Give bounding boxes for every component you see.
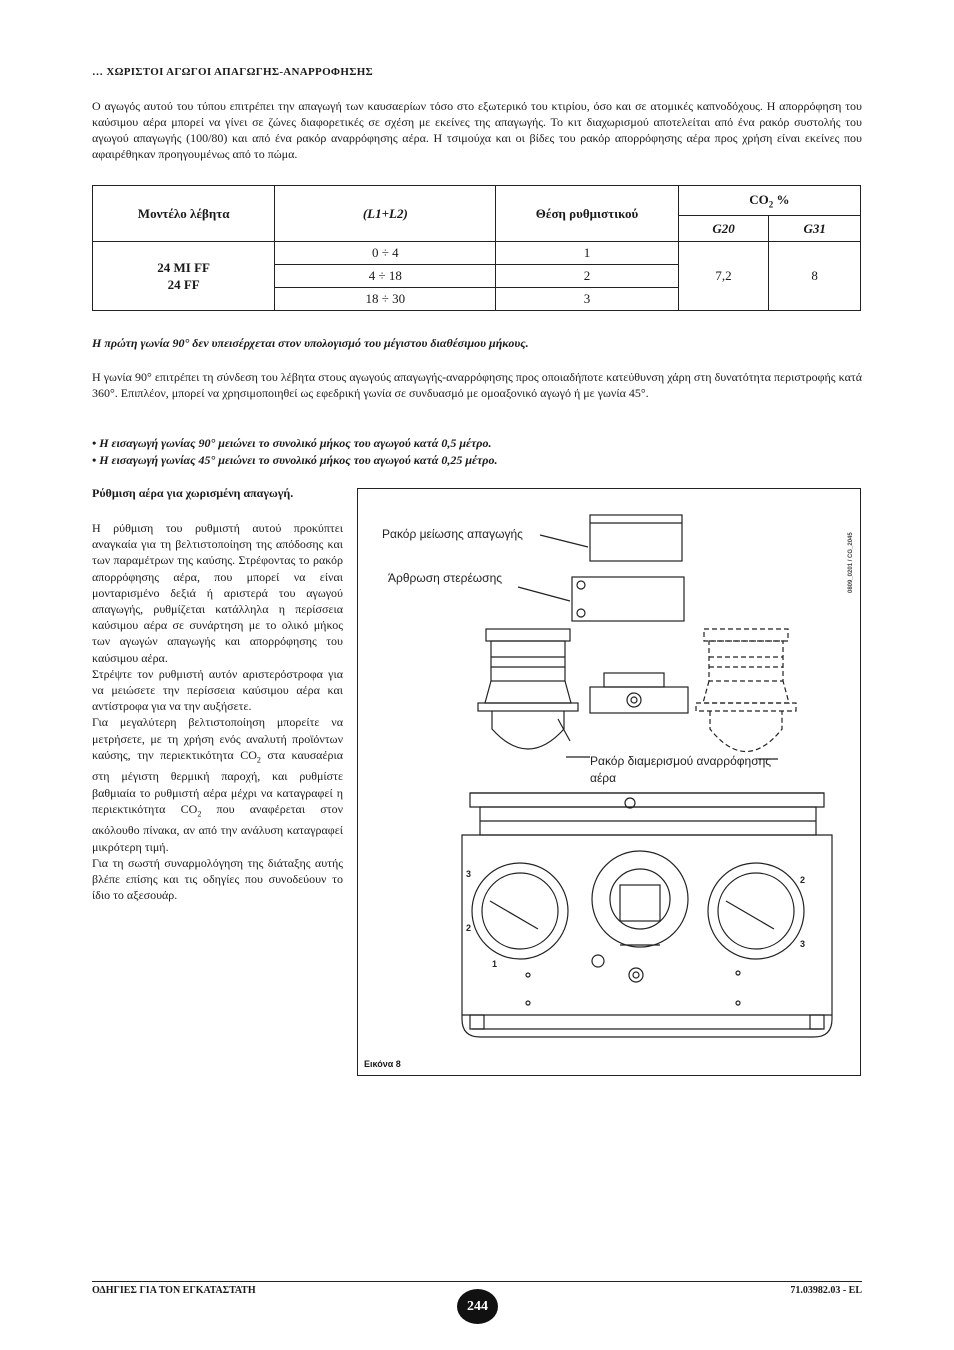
adjustment-text [92, 520, 343, 903]
page-number: 244 [457, 1289, 498, 1324]
p3-part-c: που αναφέρεται στον ακόλουθο πίνακα, αν από την ανάλυση καταγραφεί μικρότερη τιμή. [92, 801, 343, 854]
left-air-splitter [478, 629, 578, 749]
length-cell: 0 ÷ 4 [275, 242, 496, 265]
adjustment-paragraph-2: Στρέψτε τον ρυθμιστή αυτόν αριστερόστροφα για να μειώσετε την περίσσεια καύσιμου αέρα και αντίστροφα για να την αυξήσετε. [92, 666, 343, 714]
label-exhaust-reducer: Ρακόρ μείωσης απαγωγής [382, 527, 523, 541]
g20-value: 7,2 [678, 242, 769, 311]
length-cell: 4 ÷ 18 [275, 265, 496, 288]
air-adjustment-title: Ρύθμιση αέρα για χωρισμένη απαγωγή. [92, 486, 294, 500]
position-mark-2: 2 [466, 923, 472, 933]
position-cell: 3 [496, 288, 678, 311]
co2-label: CO [749, 191, 769, 207]
model-line-2: 24 FF [167, 277, 200, 292]
header-g20: G20 [678, 216, 769, 242]
exhaust-reducer-part [590, 515, 682, 561]
header-model: Μοντέλο λέβητα [93, 186, 275, 242]
position-mark-2: 2 [800, 875, 806, 885]
header-g31: G31 [769, 216, 861, 242]
label-air-splitter-line-2: αέρα [590, 771, 617, 785]
header-co2 [678, 186, 860, 216]
co2-subscript: 2 [256, 755, 261, 765]
model-cell [93, 242, 275, 311]
co2-settings-table [92, 185, 861, 311]
drawing-code: 0809_0201 / CG_2045 [848, 532, 854, 593]
model-line-1: 24 MI FF [157, 260, 210, 275]
right-air-splitter [696, 629, 796, 752]
label-air-splitter [590, 753, 771, 787]
label-fixing-joint: Άρθρωση στερέωσης [388, 571, 503, 585]
position-cell: 2 [496, 265, 678, 288]
position-mark-3: 3 [466, 869, 472, 879]
footer-manual-title: ΟΔΗΓΙΕΣ ΓΙΑ ΤΟΝ ΕΓΚΑΤΑΣΤΑΤΗ [92, 1285, 256, 1296]
first-bend-note: Η πρώτη γωνία 90° δεν υπεισέρχεται στον υπολογισμό του μέγιστου διαθέσιμου μήκους. [92, 336, 529, 350]
center-flange [590, 673, 688, 713]
position-mark-1: 1 [492, 959, 498, 969]
position-cell: 1 [496, 242, 678, 265]
figure-8 [357, 488, 861, 1076]
bullet-90-bend: • Η εισαγωγή γωνίας 90° μειώνει το συνολικό μήκος του αγωγού κατά 0,5 μέτρο. [92, 436, 492, 450]
label-air-splitter-line-1: Ρακόρ διαμερισμού αναρρόφησης [590, 754, 772, 768]
header-position: Θέση ρυθμιστικού [496, 186, 678, 242]
co2-subscript: 2 [197, 809, 202, 819]
length-cell: 18 ÷ 30 [275, 288, 496, 311]
p3-part-a: Για μεγαλύτερη βελτιστοποίηση μπορείτε να μετρήσετε, με τη χρήση ενός αναλυτή προϊόντων καύσης, την περιεκτικότητα CO [92, 715, 343, 762]
fixing-joint-part [572, 577, 684, 621]
intro-paragraph: Ο αγωγός αυτού του τύπου επιτρέπει την απαγωγή των καυσαερίων τόσο στο εξωτερικό του κτιρίου, όσο και σε ατομικές καπνοδόχους. Η απορρόφηση του καύσιμου αέρα μπορεί να γίνει σε ζώνες διαφορετικές σε σχέση με εκείνες της απαγωγής. Το κιτ διαχωρισμού αποτελείται από ένα ρακόρ συστολής του αγωγού απαγωγής (100/80) και από ένα ρακόρ αναρρόφησης αέρα. Η τσιμούχα και οι βίδες του ρακόρ απορρόφησης αέρα προς χρήση είναι εκείνες που αφαιρέθηκαν προηγουμένως από το πώμα. [92, 99, 862, 161]
boiler-body [462, 793, 832, 1037]
bullet-45-bend: • Η εισαγωγή γωνίας 45° μειώνει το συνολικό μήκος του αγωγού κατά 0,25 μέτρο. [92, 453, 498, 467]
adjustment-paragraph-4: Για τη σωστή συναρμολόγηση της διάταξης αυτής βλέπε επίσης και τις οδηγίες που συνοδεύουν το ίδιο το αξεσουάρ. [92, 855, 343, 903]
p3-part-b: στα καυσαέρια στη μέγιστη θερμική παροχή, και ρυθμίστε βαθμιαία το ρυθμιστή αέρα μέχρι να καταγραφεί η περιεκτικότητα CO [92, 747, 343, 816]
position-mark-3: 3 [800, 939, 806, 949]
header-length: (L1+L2) [275, 186, 496, 242]
bend-paragraph: Η γωνία 90° επιτρέπει τη σύνδεση του λέβητα στους αγωγούς απαγωγής-αναρρόφησης προς οποιαδήποτε κατεύθυνση χάρη στη δυνατότητα περιστροφής κατά 360°. Επιπλέον, μπορεί να χρησιμοποιηθεί ως εφεδρική γωνία σε συνδυασμό με ομοαξονικό αγωγό ή με γωνία 45°. [92, 370, 862, 400]
footer-doc-code: 71.03982.03 - EL [790, 1285, 862, 1296]
co2-unit: % [773, 191, 790, 207]
adjustment-paragraph-1: Η ρύθμιση του ρυθμιστή αυτού προκύπτει αναγκαία για τη βελτιστοποίηση της απόδοσης και των παραμέτρων της καύσης. Στρέφοντας το ρακόρ απορρόφησης αέρα, που μπορεί να είναι μονταρισμένο δεξιά ή αριστερά του αγωγού απαγωγής, ρυθμίζεται κατάλληλα η περίσσεια καύσιμου αέρα σε συνάρτηση με το ολικό μήκος των αγωγών απαγωγής και απορρόφησης του καύσιμου αέρα. [92, 521, 343, 665]
footer-rule [92, 1281, 862, 1282]
section-title: … ΧΩΡΙΣΤΟΙ ΑΓΩΓΟΙ ΑΠΑΓΩΓΗΣ-ΑΝΑΡΡΟΦΗΣΗΣ [92, 66, 374, 78]
co2-subscript: 2 [768, 199, 774, 210]
g31-value: 8 [769, 242, 861, 311]
adjustment-paragraph-3 [92, 714, 343, 854]
figure-caption: Εικόνα 8 [364, 1059, 401, 1069]
